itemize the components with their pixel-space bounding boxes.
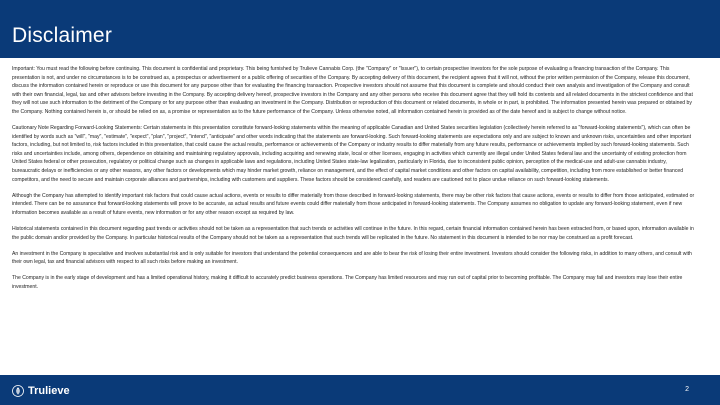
- logo-wordmark: Trulieve: [28, 385, 70, 397]
- footer-bar: [0, 375, 720, 405]
- disclaimer-paragraph-historical: Historical statements contained in this document regarding past trends or activities should not be taken as a representation that such trends or activities will continue in the future. In this regard, certain financial information contained herein has been extracted from, or based upon, information available in the public domain and/or provided by the Company. In particular historical results of the Company should not be taken as a representation that such trends will be replicated in the future. No statement in this document is intended to be nor may be construed as a profit forecast.: [12, 226, 694, 241]
- disclaimer-paragraph-risk-factors: Although the Company has attempted to identify important risk factors that could cause actual actions, events or results to differ materially from those described in forward-looking statements, there may be other risk factors that cause actions, events or results to differ from those anticipated, estimated or intended. There can be no assurance that forward-looking statements will prove to be accurate, as actual results and future events could differ materially from those anticipated in forward-looking statements. The Company assumes no obligation to update any forward-looking statement, even if new information becomes available as a result of future events, new information or for any other reason except as required by law.: [12, 192, 695, 216]
- page-number: 2: [685, 386, 689, 393]
- disclaimer-body: [12, 65, 696, 299]
- title-bar: [0, 0, 720, 58]
- disclaimer-paragraph-early-stage: The Company is in the early stage of development and has a limited operational history, making it difficult to accurately predict business operations. The Company has limited resources and may run out of capital prior to becoming profitable. The Company may fail and investors may lose their entire investment.: [12, 275, 683, 290]
- leaf-logo-icon: [12, 385, 24, 397]
- page-title: Disclaimer: [12, 24, 113, 47]
- disclaimer-paragraph-speculative: An investment in the Company is speculative and involves substantial risk and is only suitable for investors that understand the potential consequences and are able to bear the risk of losing their entire investment. Investors should consider the following risks, in addition to many others, and consult with their own legal, tax and financial advisors with respect to all such risks before making an investment.: [12, 250, 692, 266]
- company-logo: [12, 384, 70, 398]
- disclaimer-paragraph-forward-looking: Cautionary Note Regarding Forward-Looking Statements: Certain statements in this presentation constitute forward-looking statements within the meaning of applicable Canadian and United States securities legislation (collectively herein referred to as "forward-looking statements"), which can often be identified by words such as "will", "may", "estimate", "expect", "plan", "project", "intend", "anticipate" and other words indicating that the statements are forward-looking. Such forward-looking statements are expectations only and are subject to known and unknown risks, uncertainties and other important factors, including, but not limited to, risk factors included in this presentation, that could cause the actual results, performance or achievements of the Company or industry results to differ materially from any future results, performance or achievements implied by such forward-looking statements. Such risks and uncertainties include, among others, dependence on obtaining and maintaining regulatory approvals, including acquiring and renewing state, local or other licenses, engaging in activities which currently are illegal under United States federal law and the uncertainty of existing protection from United States federal or other prosecution, regulatory or political change such as changes in applicable laws and regulations, including United States state-law legalization, particularly in Florida, due to inconsistent public opinion, perception of the medical-use and adult-use cannabis industry, bureaucratic delays or inefficiencies or any other reasons, any other factors or developments which may hinder market growth, reliance on management, and the effect of capital market conditions and other factors on capital availability, competition, including from more established or better financed competitors, and the need to secure and maintain corporate alliances and partnerships, including with customers and suppliers. These factors should be considered carefully, and readers are cautioned not to place undue reliance on such forward-looking statements.: [12, 125, 692, 183]
- disclaimer-paragraph-confidentiality: Important: You must read the following before continuing. This document is confidential and proprietary. This being furnished by Trulieve Cannabis Corp. (the "Company" or "Issuer"), to certain prospective investors for the sole purpose of evaluating a financing transaction of the Company. This presentation is not, and under no circumstances is to be construed as, a prospectus or advertisement or a public offering of securities of the Company. By accepting delivery of this document, the recipient agrees that it will not, without the prior written permission of the Company, release this document, discuss the information contained herein or reproduce or use this document for any purpose other than for evaluating the financing transaction. Prospective investors should not assume that this document is complete and should conduct their own analysis and investigation of the Company and consult with their own financial, legal, tax and other advisors before investing in the Company. By accepting delivery hereof, prospective investors in the Company and any other persons who receive this document agree that they will hold its contents and all related documents in the strictest confidence and that they will not use such information to the detriment of the Company or for any purpose other than evaluating an investment in the Company. Distribution or reproduction of this document or related documents, in whole or in part, is prohibited. The information presented herein was prepared or obtained by the Company. Nothing contained herein is, or should be relied on as, a promise or representation as to the future performance of the Company. Unless otherwise noted, all information contained herein is provided as of the date hereof and is subject to change without notice.: [12, 66, 693, 115]
